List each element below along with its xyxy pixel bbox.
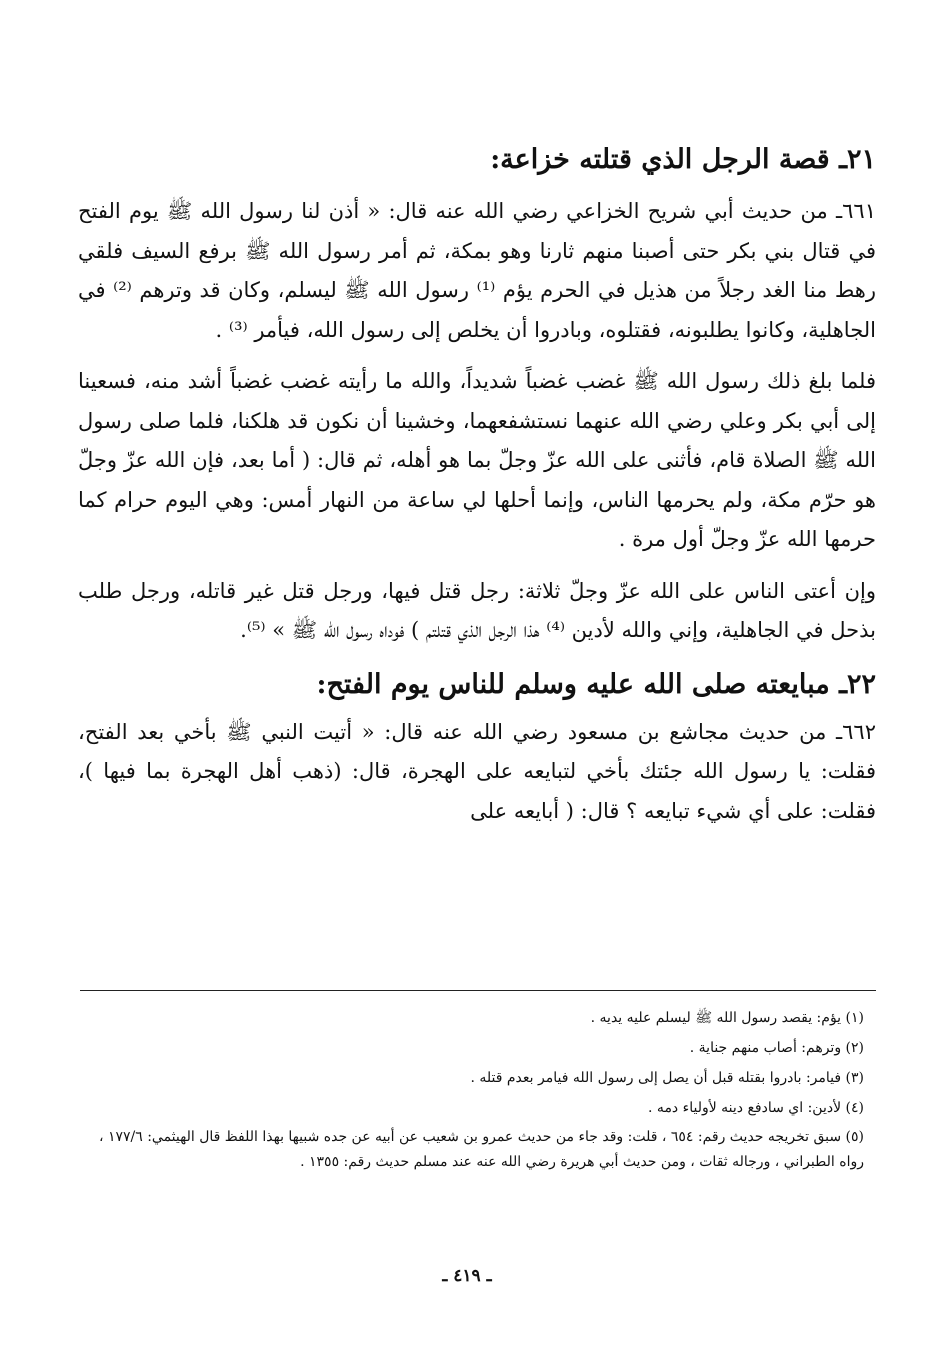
hadith-661-paragraph-2: فلما بلغ ذلك رسول الله ﷺ غضب غضباً شديداً، والله ما رأيته غضب غضباً أشد منه، فسعينا إلى أبي بكر وعلي رضي الله عنهما نستشفعهما، وخشينا أن نكون قد هلكنا، فلما صلى رسول الله ﷺ الصلاة قام، فأثنى على الله عزّ وجلّ بما هو أهله، ثم قال: ( أما بعد، فإن الله عزّ وجلّ هو حرّم مكة، ولم يحرمها الناس، وإنما أحلها لي ساعة من النهار أمس: وهي اليوم حرام كما حرمها الله عزّ وجلّ أول مرة . bbox=[78, 369, 876, 551]
section-21-heading: ٢١ـ قصة الرجل الذي قتلته خزاعة: bbox=[490, 144, 876, 175]
hadith-661-paragraph-1: ٦٦١ـ من حديث أبي شريح الخزاعي رضي الله عنه قال: « أذن لنا رسول الله ﷺ يوم الفتح في قتال بني بكر حتى أصبنا منهم ثارنا وهو بمكة، ثم أمر رسول الله ﷺ برفع السيف فلقي رهط منا الغد رجلاً من هذيل في الحرم يؤم ⁽¹⁾ رسول الله ﷺ ليسلم، وكان قد وترهم ⁽²⁾ في الجاهلية، وكانوا يطلبونه، فقتلوه، وبادروا أن يخلص إلى رسول الله، فيأمر ⁽³⁾ . bbox=[78, 199, 876, 342]
footnote-3: (٣) فيامر: بادروا بقتله قبل أن يصل إلى رسول الله فيامر بعدم قتله . bbox=[470, 1070, 864, 1086]
footnote-1: (١) يؤم: يقصد رسول الله ﷺ ليسلم عليه يديه . bbox=[590, 1010, 864, 1026]
page-number: ـ ٤١٩ ـ bbox=[442, 1266, 492, 1286]
hadith-662-paragraph-1: ٦٦٢ـ من حديث مجاشع بن مسعود رضي الله عنه قال: « أتيت النبي ﷺ بأخي بعد الفتح، فقلت: يا رسول الله جئتك بأخي لتبايعه على الهجرة، قال: (ذهب أهل الهجرة بما فيها )، فقلت: على أي شيء تبايعه ؟ قال: ( أبايعه على bbox=[78, 719, 876, 823]
footnote-4: (٤) لأدين: اي سادفع دينه لأولياء دمه . bbox=[648, 1100, 864, 1116]
section-22-heading: ٢٢ـ مبايعته صلى الله عليه وسلم للناس يوم الفتح: bbox=[316, 668, 876, 700]
footnotes bbox=[80, 990, 876, 1175]
footnote-5: (٥) سبق تخريجه حديث رقم: ٦٥٤ ، قلت: وقد جاء من حديث عمرو بن شعيب عن أبيه عن جده شبيها بهذا اللفظ قال الهيثمي: ١٧٧/٦ ، رواه الطبراني ، ورجاله ثقات ، ومن حديث أبي هريرة رضي الله عنه عند مسلم حديث رقم: ١٣٥٥ . bbox=[98, 1129, 864, 1170]
footnote-2: (٢) وترهم: أصاب منهم جناية . bbox=[689, 1040, 864, 1056]
footnote-list bbox=[80, 991, 876, 1175]
hadith-661-paragraph-3: وإن أعتى الناس على الله عزّ وجلّ ثلاثة: رجل قتل فيها، ورجل قتل غير قاتله، ورجل طلب بذحل في الجاهلية، وإني والله لأدين ⁽⁴⁾ هذا الرجل الذي قتلتم ) فوداه رسول الله ﷺ » ⁽⁵⁾. bbox=[78, 578, 876, 642]
page-body bbox=[78, 130, 876, 843]
